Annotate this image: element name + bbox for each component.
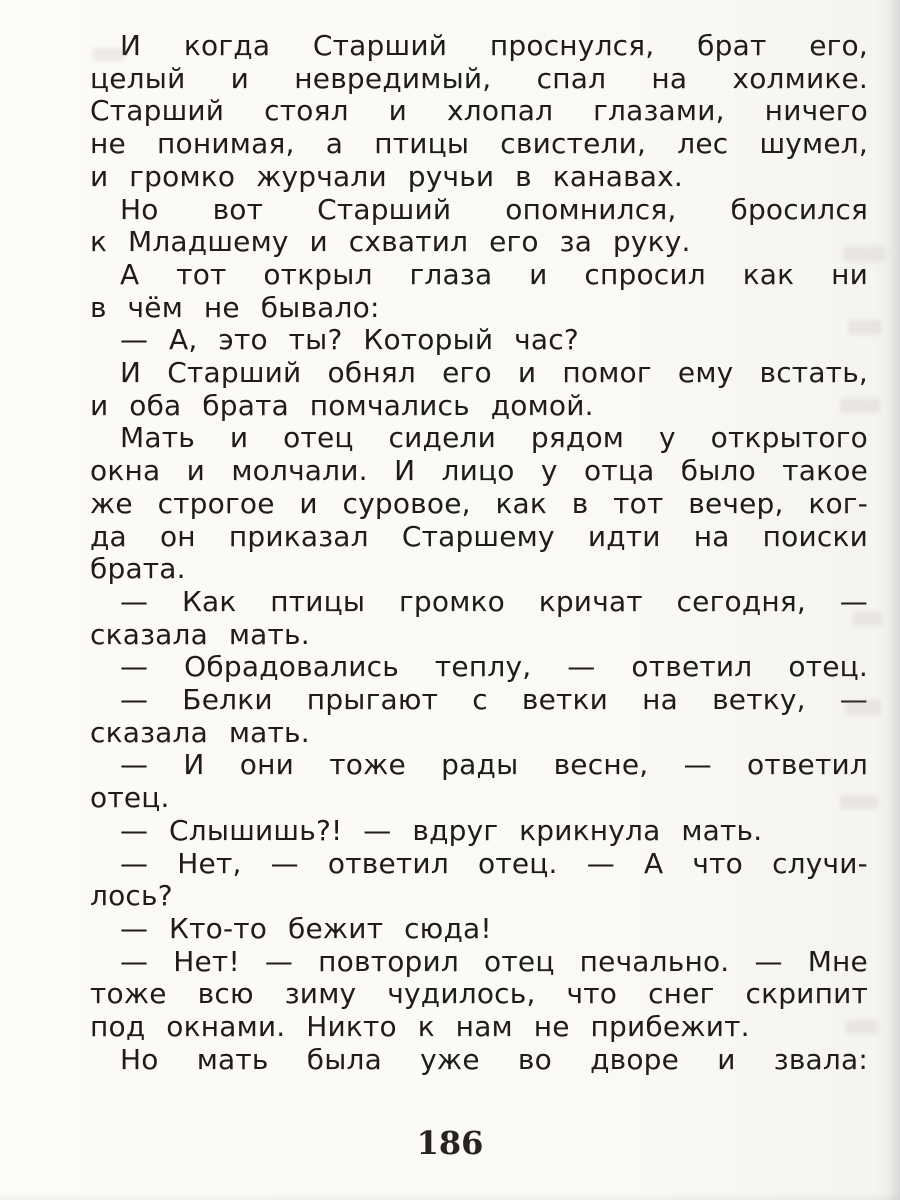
text-line: — Белки прыгают с ветки на ветку, —: [120, 683, 868, 717]
scan-edge-shadow: [886, 0, 900, 1200]
bleedthrough-artifact: [92, 48, 126, 62]
text-line: не понимая, а птицы свистели, лес шумел,: [90, 127, 868, 161]
text-line: целый и невредимый, спал на холмике.: [90, 61, 868, 95]
text-line: сказала мать.: [90, 617, 310, 651]
text-line: и оба брата помчались домой.: [90, 388, 594, 422]
text-line: к Младшему и схватил его за руку.: [90, 225, 691, 259]
text-line: в чём не бывало:: [90, 290, 380, 324]
text-line: — Как птицы громко кричат сегодня, —: [120, 584, 868, 618]
bleedthrough-artifact: [840, 795, 878, 809]
bleedthrough-artifact: [848, 320, 882, 335]
text-line: тоже всю зиму чудилось, что снег скрипит: [90, 977, 868, 1011]
text-line: — Обрадовались теплу, — ответил отец.: [120, 650, 868, 684]
bleedthrough-artifact: [846, 1020, 878, 1034]
text-line: — Нет! — повторил отец печально. — Мне: [120, 944, 868, 978]
text-line: И Старший обнял его и помог ему встать,: [120, 356, 868, 390]
text-line: Но вот Старший опомнился, бросился: [120, 192, 868, 226]
text-line: под окнами. Никто к нам не прибежит.: [90, 1010, 750, 1044]
story-text-block: [90, 30, 868, 1077]
text-line: Мать и отец сидели рядом у открытого: [120, 421, 868, 455]
bleedthrough-artifact: [840, 398, 880, 413]
text-line: А тот открыл глаза и спросил как ни: [120, 257, 868, 291]
text-line: Но мать была уже во дворе и звала:: [120, 1042, 868, 1076]
bleedthrough-artifact: [843, 246, 885, 262]
text-line: сказала мать.: [90, 715, 310, 749]
text-line: лось?: [90, 879, 173, 913]
text-line: — А, это ты? Который час?: [120, 323, 579, 357]
text-line: да он приказал Старшему идти на поиски: [90, 519, 868, 553]
text-line: — Нет, — ответил отец. — А что случи-: [120, 846, 868, 880]
text-line: И когда Старший проснулся, брат его,: [120, 29, 868, 62]
text-line: брата.: [90, 552, 186, 586]
text-line: — Кто-то бежит сюда!: [120, 911, 492, 945]
text-line: окна и молчали. И лицо у отца было такое: [90, 454, 868, 488]
bleedthrough-artifact: [852, 612, 882, 626]
text-line: же строгое и суровое, как в тот вечер, ког-: [90, 486, 868, 520]
bleedthrough-artifact: [845, 700, 881, 715]
text-line: и громко журчали ручьи в канавах.: [90, 159, 683, 193]
scan-edge-shadow: [0, 1192, 900, 1200]
text-line: — И они тоже рады весне, — ответил: [120, 748, 868, 782]
text-line: — Слышишь?! — вдруг крикнула мать.: [120, 813, 763, 847]
page-number: 186: [416, 1124, 484, 1162]
text-line: Старший стоял и хлопал глазами, ничего: [90, 94, 868, 128]
text-line: отец.: [90, 781, 170, 815]
